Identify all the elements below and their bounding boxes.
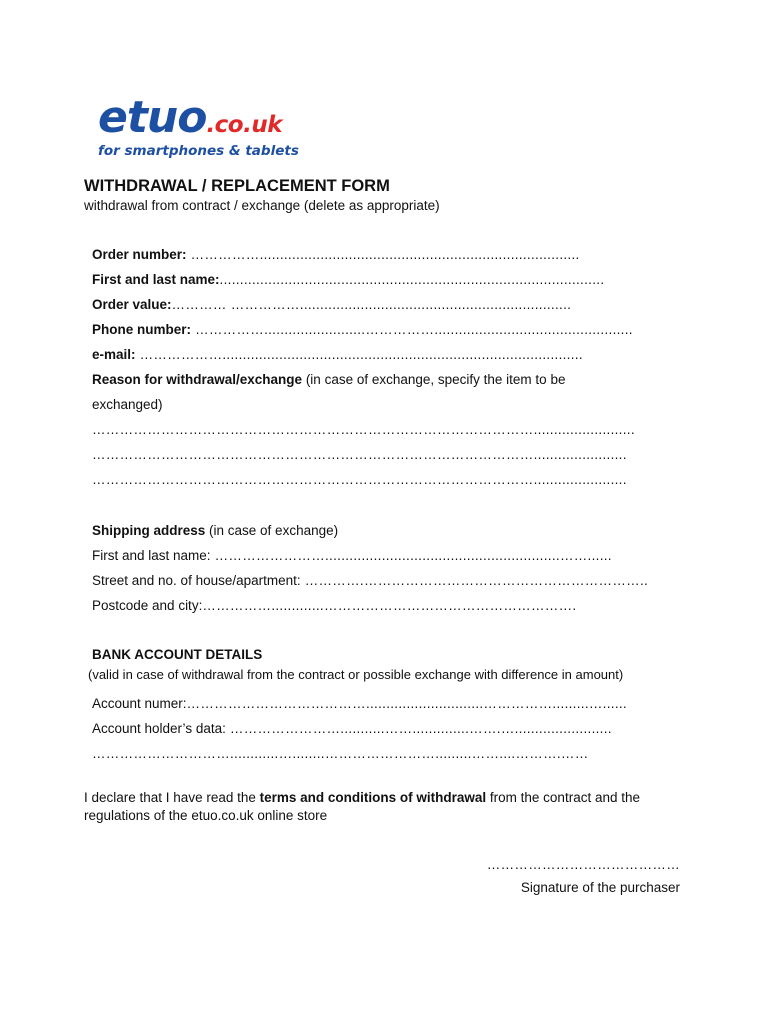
ship-name-label: First and last name: xyxy=(92,548,211,563)
email-label: e-mail: xyxy=(92,347,136,362)
account-number-field[interactable]: ………………………………….............................…………….........…...... xyxy=(186,696,627,711)
declaration xyxy=(84,789,694,824)
form-title: WITHDRAWAL / REPLACEMENT FORM xyxy=(84,177,390,195)
bank-account-section xyxy=(88,645,692,766)
first-last-name-field[interactable]: ............................................................................................... xyxy=(219,272,605,287)
order-number-row xyxy=(92,242,692,267)
first-last-name-label: First and last name: xyxy=(92,272,220,287)
order-value-row xyxy=(92,292,692,317)
bank-rows xyxy=(92,691,692,766)
account-holder-line-2[interactable]: …………………………............…........…………………….........……....……….…… xyxy=(92,746,589,761)
ship-name-row xyxy=(92,543,692,568)
email-row xyxy=(92,342,692,367)
order-value-label: Order value: xyxy=(92,297,172,312)
etuo-logo xyxy=(98,92,318,159)
shipping-label: Shipping address xyxy=(92,523,206,538)
shipping-note: (in case of exchange) xyxy=(205,523,339,538)
bank-note: (valid in case of withdrawal from the contract or possible exchange with difference in amount) xyxy=(88,667,624,682)
signature-block xyxy=(487,857,680,895)
reason-line-3[interactable]: ……………………………………………………………………………………....................... xyxy=(92,472,627,487)
logo-domain: .co.uk xyxy=(206,112,283,138)
form-subtitle: withdrawal from contract / exchange (delete as appropriate) xyxy=(84,198,440,213)
reason-line-1[interactable]: ……………………………………………………………………………………......................... xyxy=(92,422,635,437)
ship-street-field[interactable]: ………….…………………………………………………….. xyxy=(300,573,649,588)
ship-street-row xyxy=(92,568,692,593)
account-number-label: Account numer: xyxy=(92,696,187,711)
order-number-label: Order number: xyxy=(92,247,187,262)
order-number-field[interactable]: ……………............................................................................... xyxy=(186,247,580,262)
ship-postcode-field[interactable]: …………….............………………………………………………. xyxy=(202,598,577,613)
phone-number-label: Phone number: xyxy=(92,322,192,337)
ship-postcode-row xyxy=(92,593,692,618)
logo-wordmark xyxy=(98,92,318,143)
bank-title: BANK ACCOUNT DETAILS xyxy=(92,647,263,662)
declaration-terms: terms and conditions of withdrawal xyxy=(259,790,487,805)
reason-label: Reason for withdrawal/exchange xyxy=(92,372,303,387)
ship-street-label: Street and no. of house/apartment: xyxy=(92,573,301,588)
account-holder-row xyxy=(92,716,692,741)
phone-number-field[interactable]: …………….........................……………................................................. xyxy=(191,322,633,337)
ship-name-field[interactable]: ……………………..........................................................……...... xyxy=(210,548,612,563)
account-number-row xyxy=(92,691,692,716)
signature-label: Signature of the purchaser xyxy=(520,880,680,895)
phone-number-row xyxy=(92,317,692,342)
email-field[interactable]: ………………......................................................................................... xyxy=(135,347,583,362)
first-last-name-row xyxy=(92,267,692,292)
logo-brand: etuo xyxy=(98,92,207,143)
order-value-field[interactable]: ………… ……………................................................................... xyxy=(171,297,572,312)
declaration-pre: I declare that I have read the xyxy=(84,790,260,805)
shipping-heading xyxy=(92,518,692,543)
shipping-address-section xyxy=(92,518,692,618)
ship-postcode-label: Postcode and city: xyxy=(92,598,203,613)
order-details-section xyxy=(92,242,692,492)
reason-line-2[interactable]: ……………………………………………………………………………………....................... xyxy=(92,447,627,462)
signature-field[interactable]: …………………………………… xyxy=(486,857,680,872)
declaration-post: from the contract and the regulations of the etuo.co.uk online store xyxy=(84,790,640,823)
logo-tagline: for smartphones & tablets xyxy=(98,143,299,159)
reason-note: (in case of exchange, specify the item to be xyxy=(302,372,566,387)
reason-row xyxy=(92,367,692,392)
reason-note-cont: exchanged) xyxy=(92,397,163,412)
account-holder-field[interactable]: ……………………...........……..............…….…........................ xyxy=(225,721,612,736)
account-holder-label: Account holder’s data: xyxy=(92,721,226,736)
